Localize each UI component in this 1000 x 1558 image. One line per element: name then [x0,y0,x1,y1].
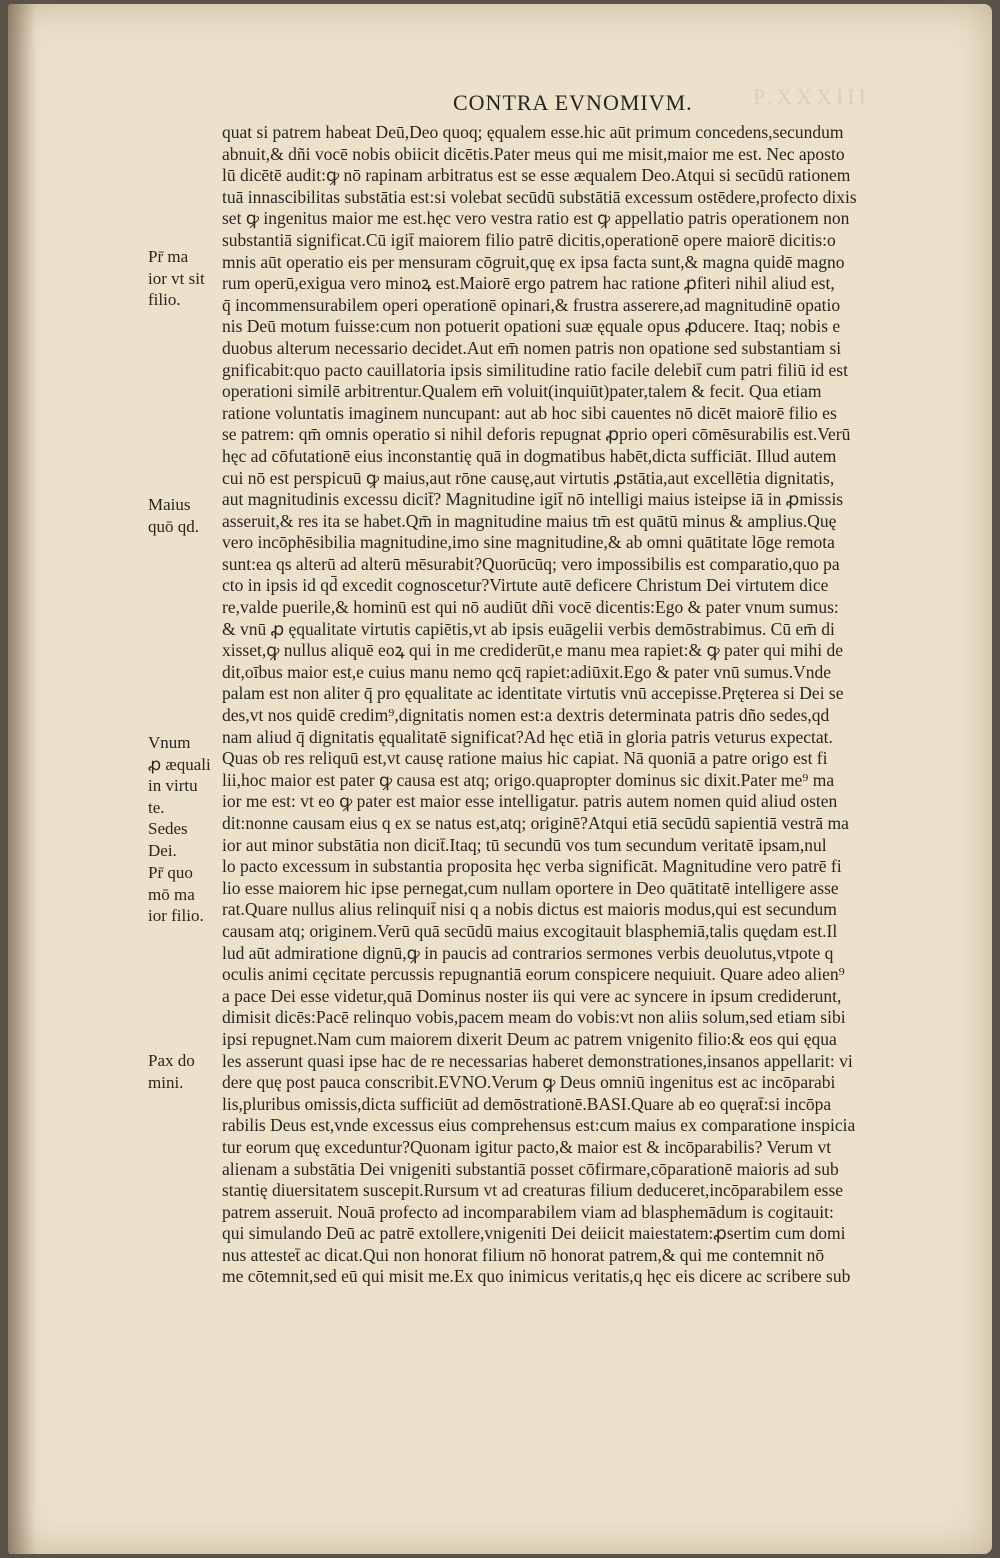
text-line: & vnū ꝓ ęqualitate virtutis capiētis,vt ab ipsis euāgelii verbis demōstrabimus. Cū em̄ di [222,618,835,639]
text-line: tur eorum quę exceduntur?Quonam igitur pacto,& maior est & incōparabilis? Verum vt [222,1136,832,1157]
text-line: oculis animi cęcitate percussis repugnantiā eorum conspicere nequiuit. Quare adeo alien⁹ [222,964,845,985]
margin-note-line: ior filio. [148,906,204,926]
text-line: ior me est: vt eo ꝙ pater est maior esse intelligatur. patris autem nomen quid aliud osten [222,791,838,812]
text-line: cto in ipsis id qd̄ excedit cognoscetur?Virtute autē deficere Christum Dei virtutem dice [222,575,829,596]
margin-note-3 [148,732,222,818]
text-line: ipsi repugnet.Nam cum maiorem dixerit Deum ac patrem vnigenito filio:& eos qui ęqua [222,1028,837,1049]
page-gutter-shadow [8,4,36,1554]
text-line: duobus alterum necessario decidet.Aut em̄ nomen patris non opatione sed substantiam si [222,337,842,358]
text-line: quat si patrem habeat Deū,Deo quoq; ęqualem esse.hic aūt primum concedens,secundum [222,122,844,142]
margin-note-6 [148,1050,222,1093]
text-line: asseruit,& res ita se habet.Qm̄ in magnitudine maius tm̄ est quātū minus & amplius.Quę [222,510,837,531]
text-line: lū dicētē audit:ꝙ nō rapinam arbitratus est se esse æqualem Deo.Atqui si secūdū rationem [222,165,851,186]
margin-note-5 [148,862,222,927]
text-line: xisset,ꝙ nullus aliquē eoꝝ qui in me crediderūt,e manu mea rapiet:& ꝙ pater qui mihi de [222,640,844,661]
text-line: mnis aūt operatio eis per mensuram cōgruit,quę ex ipsa facta sunt,& magna quidē magno [222,251,845,272]
text-line: cui nō est perspicuū ꝙ maius,aut rōne causę,aut virtutis ꝓstātia,aut excellētia dignitatis, [222,467,835,488]
text-line: aut magnitudinis excessu dicit̄? Magnitudine igit̄ nō intelligi maius isteipse iā in ꝓmissis [222,489,844,510]
text-line: abnuit,& dñi vocē nobis obiicit dicētis.Pater meus qui me misit,maior me est. Nec aposto [222,143,845,164]
margin-note-line: Maius [148,495,191,514]
margin-note-line: Pr̄ ma [148,247,189,266]
text-line: ratione voluntatis imaginem nuncupant: aut ab hoc sibi cauentes nō dicēt maiorē filio es [222,402,837,423]
text-line: nis Deū motum fuisse:cum non potuerit opationi suæ ęquale opus ꝓducere. Itaq; nobis e [222,316,841,337]
text-line: alienam a substātia Dei vnigeniti substantiā posset cōfirmare,cōparationē maioris ad sub [222,1158,839,1179]
text-line: dere quę post pauca conscribit.EVNO.Verum ꝙ Deus omniū ingenitus est ac incōparabi [222,1072,836,1093]
text-line: qui simulando Deū ac patrē extollere,vnigeniti Dei deiicit maiestatem:ꝓsertim cum domi [222,1223,846,1244]
text-line: nam aliud q̄ dignitatis ęqualitatē significat?Ad hęc etiā in gloria patris veturus expectat. [222,726,833,747]
margin-note-line: Vnum [148,733,191,752]
margin-note-2 [148,494,222,537]
text-line: substantiā significat.Cū igit̄ maiorem filio patrē dicitis,operationē opere maiorē dicitis:o [222,229,836,250]
text-line: lio esse maiorem hic ipse pernegat,cum nullam oportere in Deo quātitatē intelligere asse [222,877,839,898]
text-line: lii,hoc maior est pater ꝙ causa est atq; origo.quapropter dominus sic dixit.Pater me⁹ ma [222,769,835,790]
margin-note-line: mini. [148,1072,184,1092]
text-line: des,vt nos quidē credim⁹,dignitatis nomen est:a dextris determinata patris dño sedes,qd [222,705,830,726]
text-line: tuā innascibilitas substātia est:si volebat secūdū substātiā excessum ostēdere,profecto dixis [222,186,857,207]
text-line: Quas ob res reliquū est,vt causę ratione maius hic capiat. Nā quoniā a patre origo est fi [222,748,828,769]
text-line: operationi similē arbitrentur.Qualem em̄ voluit(inquiūt)pater,talem & fecit. Qua etiam [222,381,822,402]
text-line: gnificabit:quo pacto cauillatoria ipsis similitudine ratio facile delebit̄ cum patri filiū id est [222,359,848,380]
margin-note-line: Sedes [148,819,188,838]
text-line: vero incōphēsibilia magnitudine,imo sine magnitudine,& ab omni quātitate lōge remota [222,532,835,553]
text-line: sunt:ea qs alterū ad alterū mēsurabit?Quorūcūq; vero impossibilis est comparatio,quo pa [222,553,840,574]
margin-note-line: quō qd. [148,516,199,536]
text-line: rat.Quare nullus alius relinquit̄ nisi q a nobis dictus est maioris modus,qui est secundum [222,899,837,920]
main-text-column [222,122,974,1288]
text-line: rabilis Deus est,vnde excessus eius comprehensus est:cum maius ex comparatione inspicia [222,1115,856,1136]
text-line: dit,oībus maior est,e cuius manu nemo qcq̄ rapiet:adiūxit.Ego & pater vnū sumus.Vnde [222,661,831,682]
text-line: lis,pluribus omissis,dicta sufficiūt ad demōstrationē.BASI.Quare ab eo quęrat̄:si incōpa [222,1093,832,1114]
text-line: re,valde puerile,& hominū est qui nō audiūt dñi vocē dicentis:Ego & pater vnum sumus: [222,597,839,618]
margin-note-1 [148,246,222,311]
text-line: se patrem: qm̄ omnis operatio si nihil deforis repugnat ꝓprio operi cōmēsurabilis est.Verū [222,424,851,445]
text-line: lo pacto excessum in substantia proposita hęc verba significāt. Magnitudine vero patrē fi [222,856,842,877]
text-line: q̄ incommensurabilem operi operationē opinari,& frustra asserere,ad magnitudinē opatio [222,294,841,315]
margin-note-line: mō ma [148,884,195,904]
margin-note-line: ꝓ æquali [148,754,211,774]
text-line: patrem asseruit. Nouā profecto ad incomparabilem viam ad blasphemādum is cogitauit: [222,1201,834,1222]
text-line: a pace Dei esse videtur,quā Dominus noster iis qui vere ac syncere in ipsum crediderunt, [222,985,842,1006]
text-line: causam atq; originem.Verū quā secūdū maius excogitauit blasphemiā,talis quędam est.Il [222,920,838,941]
text-line: me cōtemnit,sed eū qui misit me.Ex quo inimicus veritatis,q hęc eis dicere ac scribere sub [222,1266,851,1287]
show-through-ink: P.XXXIII [753,84,870,109]
text-line: palam est non aliter q̄ pro ęqualitate ac identitate virtutis vnū accepisse.Pręterea si Dei se [222,683,844,704]
margin-note-line: Pr̄ quo [148,863,193,882]
running-head: CONTRA EVNOMIVM. [453,90,693,115]
margin-note-line: te. [148,797,165,817]
book-page [8,4,992,1554]
text-line: les asserunt quasi ipse hac de re necessarias haberet demonstrationes,insanos appellarit: vi [222,1050,853,1071]
margin-note-line: filio. [148,290,181,310]
text-line: hęc ad cōfutationē eius inconstantię quā in dogmatibus habēt,dicta sufficiāt. Illud autem [222,445,837,466]
text-line: nus attestet̄ ac dicat.Qui non honorat filium nō honorat patrem,& qui me contemnit nō [222,1244,825,1265]
margin-note-4 [148,818,222,861]
text-line: ior aut minor substātia non dicit̄.Itaq; tū secundū vos tum secundum veritatē ipsam,nul [222,834,827,855]
text-line: dimisit dicēs:Pacē relinquo vobis,pacem meam do vobis:vt non aliis solum,sed etiam sibi [222,1007,846,1028]
margin-note-line: Dei. [148,840,177,860]
margin-note-line: Pax do [148,1051,195,1070]
text-line: stantię diuersitatem suscepit.Rursum vt ad creaturas filium deduceret,incōparabilem esse [222,1180,844,1201]
margin-note-line: in virtu [148,776,198,796]
text-line: dit:nonne causam eius q ex se natus est,atq; originē?Atqui etiā secūdū sapientiā vestrā ma [222,813,849,833]
margin-note-line: ior vt sit [148,268,205,288]
text-line: rum operū,exigua vero minoꝝ est.Maiorē ergo patrem hac ratione ꝓfiteri nihil aliud est, [222,273,835,294]
text-line: set ꝙ ingenitus maior me est.hęc vero vestra ratio est ꝙ appellatio patris operationem non [222,208,850,229]
text-line: lud aūt admiratione dignū,ꝙ in paucis ad contrarios sermones verbis deuolutus,vtpote q [222,942,834,963]
